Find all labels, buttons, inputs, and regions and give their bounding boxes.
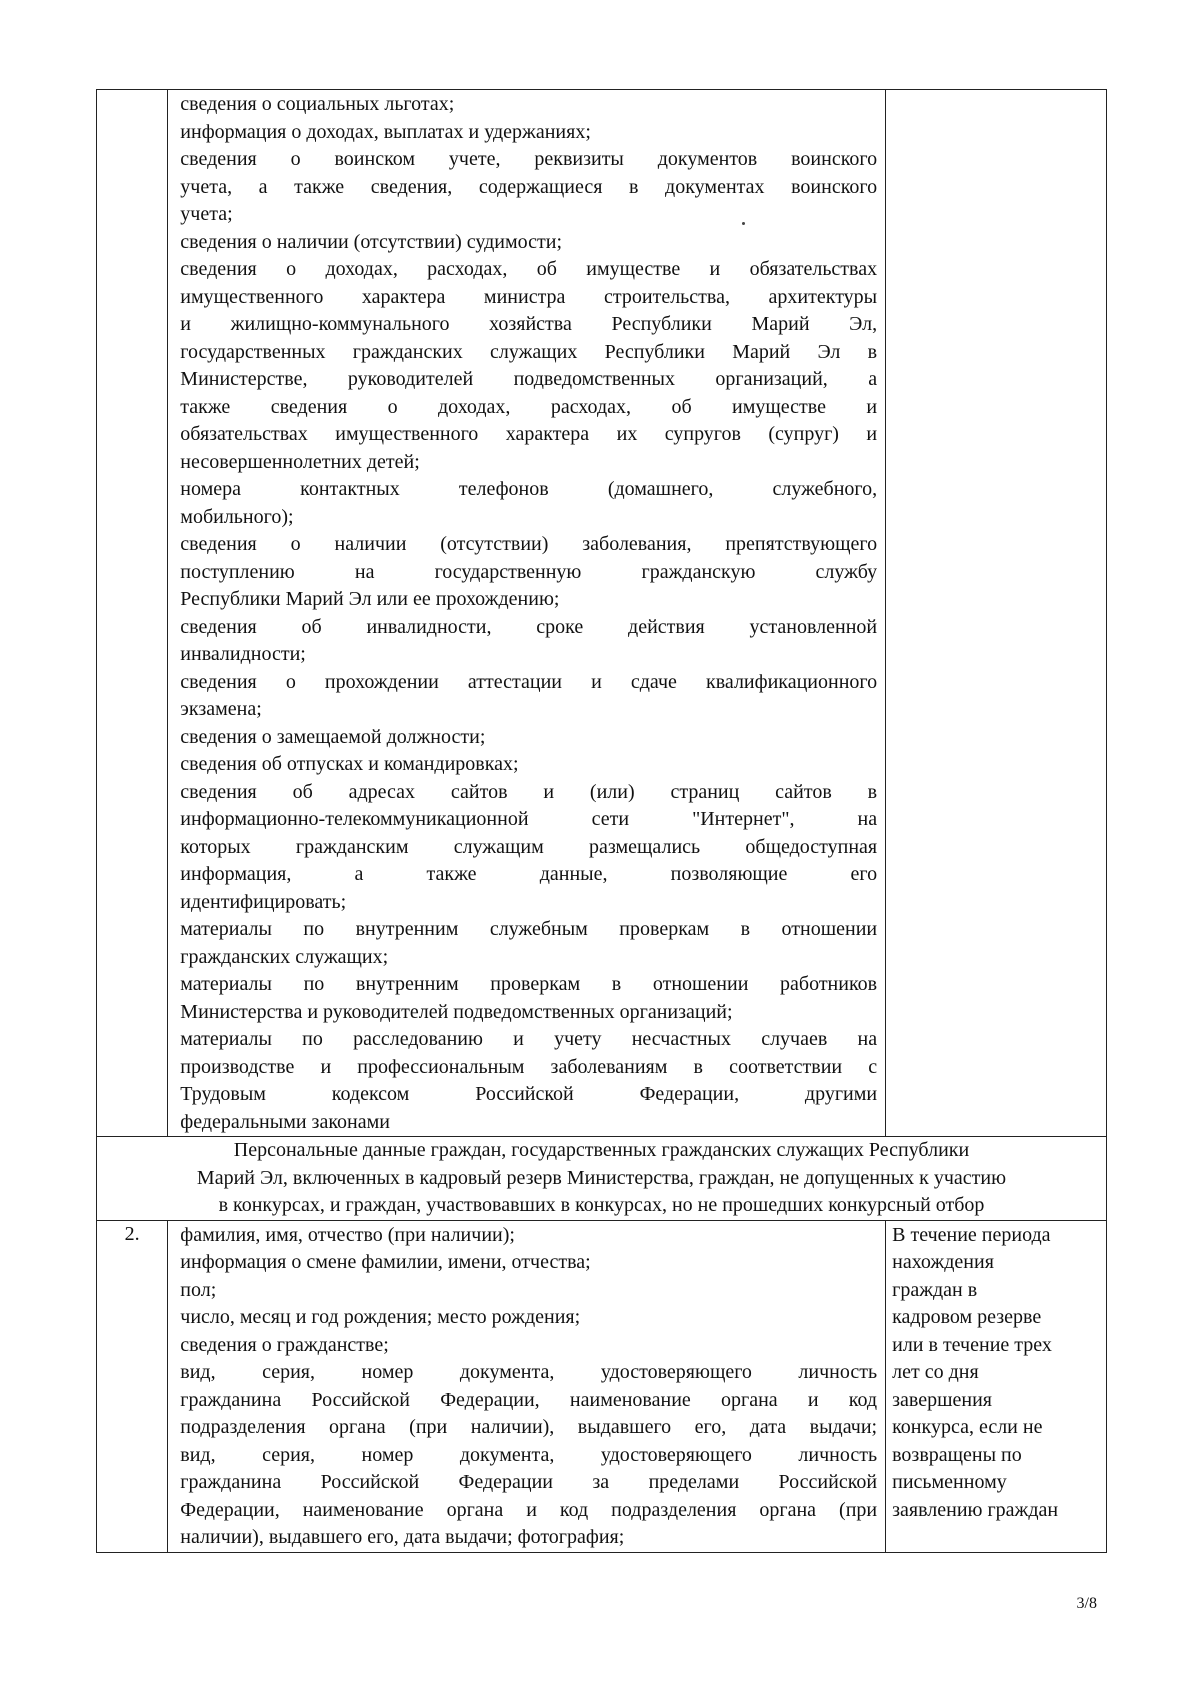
text-line: федеральными законами <box>180 1110 390 1133</box>
text-line: учета, а также сведения, содержащиеся в документах воинского <box>180 175 878 198</box>
section-header <box>97 1137 1107 1221</box>
text-line: учета; <box>180 203 233 225</box>
text-line: производстве и профессиональным заболеваниям в соответствии с <box>180 1055 878 1078</box>
term-line: письменному <box>892 1471 1007 1493</box>
text-line: сведения о воинском учете, реквизиты документов воинского <box>180 148 878 170</box>
term-cell <box>886 90 1107 1137</box>
text-line: сведения об инвалидности, сроке действия установленной <box>180 615 878 638</box>
text-line: сведения о наличии (отсутствии) заболевания, препятствующего <box>180 533 878 555</box>
text-line: Трудовым кодексом Российской Федерации, другими <box>180 1083 878 1105</box>
text-line: пол; <box>180 1278 217 1301</box>
text-line: Министерстве, руководителей подведомственных организаций, а <box>180 368 878 390</box>
page-number: 3/8 <box>1076 1595 1097 1612</box>
text-line: число, месяц и год рождения; место рождения; <box>180 1306 581 1328</box>
text-line: подразделения органа (при наличии), выдавшего его, дата выдачи; <box>180 1416 878 1438</box>
text-line: и жилищно-коммунального хозяйства Республики Марий Эл, <box>180 313 878 335</box>
text-line: номера контактных телефонов (домашнего, служебного, <box>180 478 878 500</box>
text-line: также сведения о доходах, расходах, об имуществе и <box>180 395 878 418</box>
data-list-cell <box>168 1220 886 1552</box>
table-row <box>97 90 1107 1137</box>
data-list <box>168 90 885 1136</box>
text-line: сведения о социальных льготах; <box>180 93 455 115</box>
term-line: лет со дня <box>892 1361 979 1383</box>
text-line: обязательствах имущественного характера их супругов (супруг) и <box>180 423 878 445</box>
section-header-line: Марий Эл, включенных в кадровый резерв Министерства, граждан, не допущенных к участию <box>196 1166 1007 1189</box>
text-line: информация о смене фамилии, имени, отчества; <box>180 1251 591 1273</box>
text-line: поступлению на государственную гражданскую службу <box>180 560 878 583</box>
text-line: имущественного характера министра строительства, архитектуры <box>180 285 878 308</box>
section-header-row <box>97 1137 1107 1221</box>
section-header-line: Персональные данные граждан, государственных гражданских служащих Республики <box>233 1139 970 1161</box>
data-list-cell <box>168 90 886 1137</box>
text-line: мобильного); <box>180 505 294 528</box>
row-number-cell: 2. <box>97 1220 168 1552</box>
text-line: гражданина Российской Федерации за пределами Российской <box>180 1471 878 1493</box>
text-line: которых гражданским служащим размещались общедоступная <box>180 835 878 858</box>
text-line: наличии), выдавшего его, дата выдачи; фотография; <box>180 1526 625 1548</box>
term-line: конкурса, если не <box>892 1416 1043 1438</box>
text-line: сведения об отпусках и командировках; <box>180 753 519 775</box>
data-list <box>168 1221 885 1552</box>
text-line: материалы по внутренним служебным проверкам в отношении <box>180 918 878 940</box>
table-row <box>97 1220 1107 1552</box>
text-line: сведения о наличии (отсутствии) судимости; <box>180 230 563 253</box>
term-line: заявлению граждан <box>892 1498 1059 1521</box>
text-line: экзамена; <box>180 698 262 720</box>
text-line: сведения об адресах сайтов и (или) страниц сайтов в <box>180 780 878 803</box>
term-line: граждан в <box>892 1278 978 1301</box>
text-line: гражданина Российской Федерации, наименование органа и код <box>180 1388 878 1411</box>
storage-term <box>886 1221 1106 1525</box>
term-line: В течение периода <box>892 1223 1051 1246</box>
term-line: или в течение трех <box>892 1333 1052 1356</box>
term-line: возвращены по <box>892 1443 1022 1466</box>
text-line: информация, а также данные, позволяющие его <box>180 863 878 885</box>
text-line: несовершеннолетних детей; <box>180 450 420 473</box>
scan-speck <box>742 222 745 225</box>
text-line: вид, серия, номер документа, удостоверяющего личность <box>180 1361 878 1383</box>
text-line: информация о доходах, выплатах и удержаниях; <box>180 120 591 143</box>
text-line: вид, серия, номер документа, удостоверяющего личность <box>180 1443 878 1466</box>
text-line: сведения о доходах, расходах, об имуществе и обязательствах <box>180 258 878 280</box>
text-line: инвалидности; <box>180 643 306 665</box>
row-number-cell <box>97 90 168 1137</box>
text-line: государственных гражданских служащих Республики Марий Эл в <box>180 340 878 363</box>
text-line: информационно-телекоммуникационной сети "Интернет", на <box>180 808 878 830</box>
text-line: Республики Марий Эл или ее прохождению; <box>180 588 560 610</box>
term-cell <box>886 1220 1107 1552</box>
text-line: сведения о гражданстве; <box>180 1333 389 1356</box>
text-line: материалы по расследованию и учету несчастных случаев на <box>180 1028 878 1050</box>
term-line: нахождения <box>892 1251 994 1273</box>
text-line: материалы по внутренним проверкам в отношении работников <box>180 973 878 995</box>
text-line: сведения о прохождении аттестации и сдаче квалификационного <box>180 670 878 693</box>
text-line: фамилия, имя, отчество (при наличии); <box>180 1223 515 1246</box>
text-line: Федерации, наименование органа и код подразделения органа (при <box>180 1498 878 1521</box>
text-line: Министерства и руководителей подведомственных организаций; <box>180 1000 733 1023</box>
section-header-line: в конкурсах, и граждан, участвовавших в конкурсах, но не прошедших конкурсный отбор <box>218 1194 985 1216</box>
term-line: кадровом резерве <box>892 1306 1042 1328</box>
text-line: идентифицировать; <box>180 890 347 913</box>
text-line: гражданских служащих; <box>180 945 389 968</box>
personal-data-table <box>96 89 1107 1553</box>
text-line: сведения о замещаемой должности; <box>180 725 486 748</box>
term-line: завершения <box>892 1388 992 1411</box>
